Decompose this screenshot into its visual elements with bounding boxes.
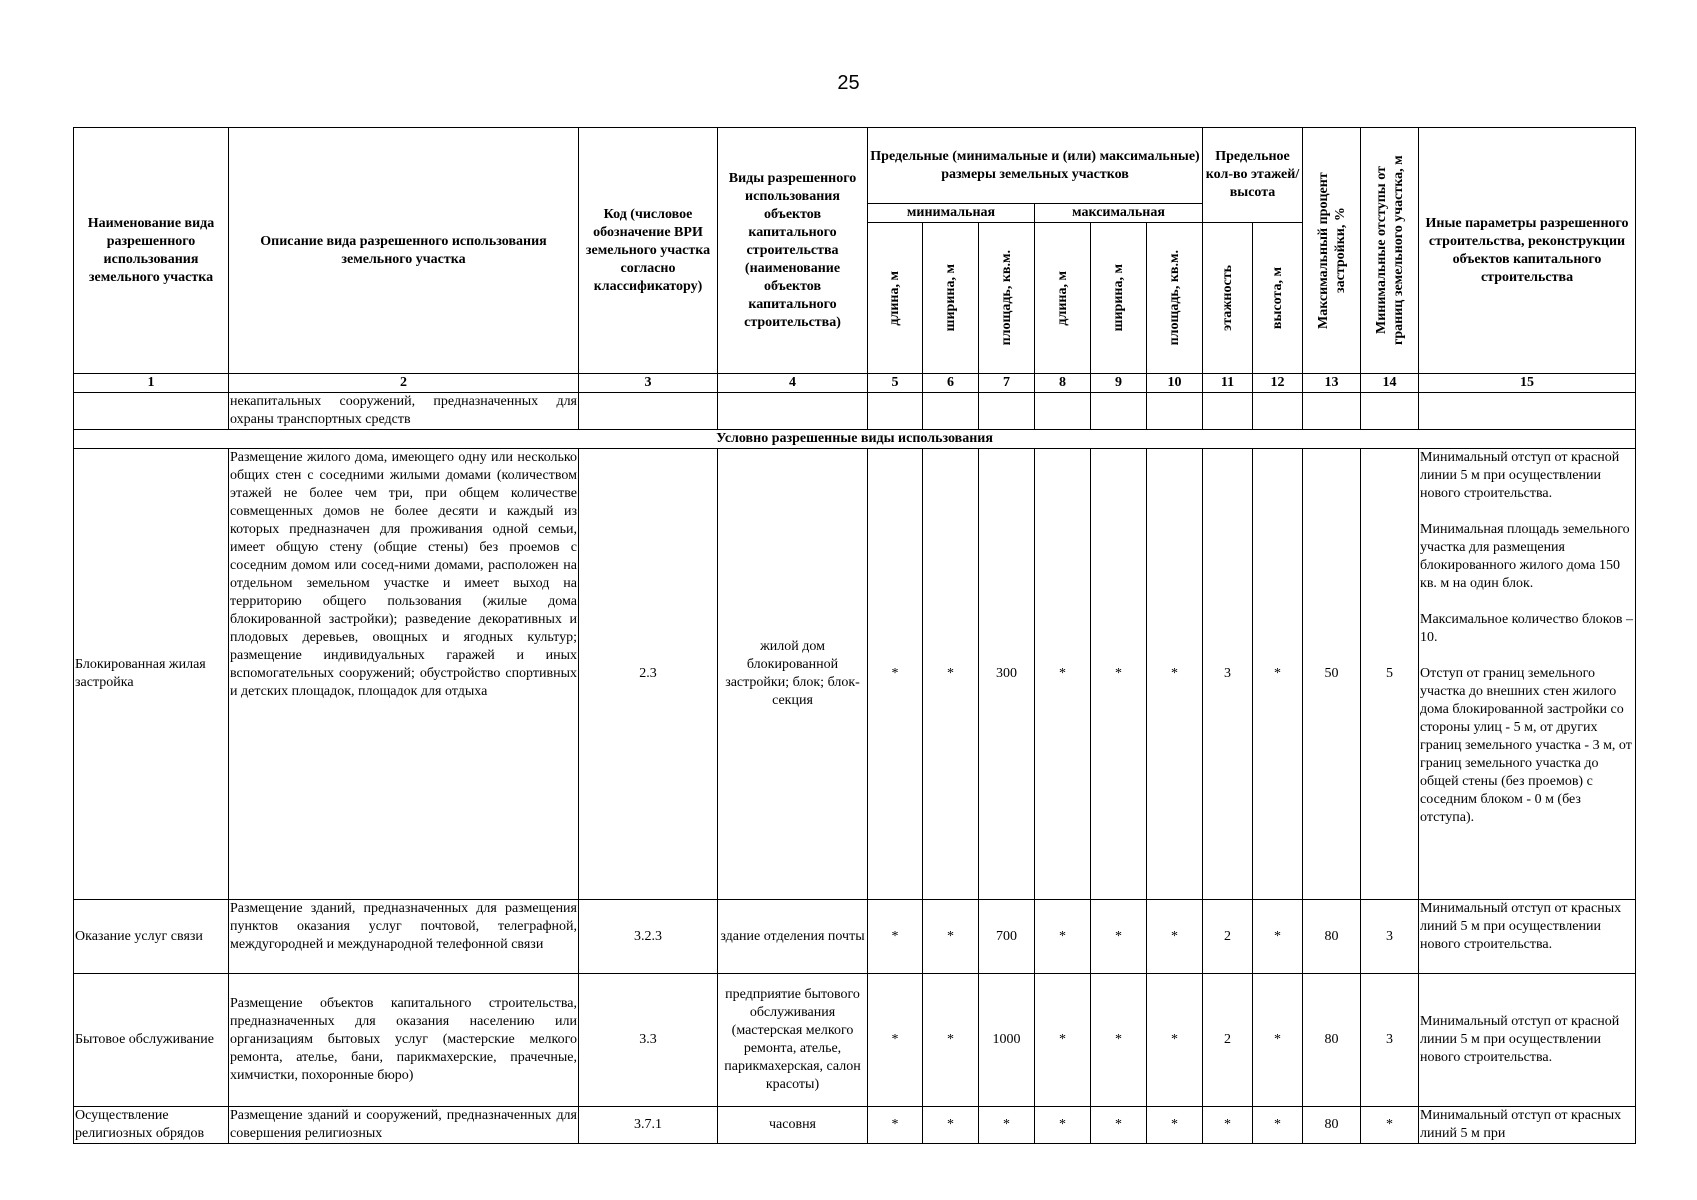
header-sizes-group: Предельные (минимальные и (или) максимальные) размеры земельных участков [868, 128, 1203, 204]
cell-objects: жилой дом блокированной застройки; блок; блок-секция [718, 449, 868, 900]
table-row [74, 1107, 1636, 1144]
header-name: Наименование вида разрешенного использования земельного участка [74, 128, 229, 374]
section-title: Условно разрешенные виды использования [74, 430, 1636, 449]
cell-max-percent: 50 [1303, 449, 1361, 900]
zoning-table [73, 127, 1636, 1144]
column-number: 9 [1091, 374, 1147, 393]
column-number: 8 [1035, 374, 1091, 393]
cell-description: Размещение объектов капитального строительства, предназначенных для оказания населению или организациям бытовых услуг (мастерские мелкого ремонта, ателье, бани, парикмахерские, прачечные, химчистки, похоронные бюро) [229, 974, 579, 1107]
cell-description: некапитальных сооружений, предназначенных для охраны транспортных средств [229, 393, 579, 430]
header-min-width: ширина, м [923, 223, 979, 374]
table-row [74, 974, 1636, 1107]
cell-min-length: * [868, 974, 923, 1107]
cell-max-width: * [1091, 900, 1147, 974]
header-description: Описание вида разрешенного использования земельного участка [229, 128, 579, 374]
header-other: Иные параметры разрешенного строительства, реконструкции объектов капитального строительства [1419, 128, 1636, 374]
table-row [74, 449, 1636, 900]
cell-max-width: * [1091, 974, 1147, 1107]
cell-height: * [1253, 449, 1303, 900]
cell-code: 2.3 [579, 449, 718, 900]
cell-max-area: * [1147, 900, 1203, 974]
header-height: высота, м [1253, 223, 1303, 374]
cell-min-length: * [868, 900, 923, 974]
cell-min-setback: * [1361, 1107, 1419, 1144]
column-number: 4 [718, 374, 868, 393]
cell-floors: 3 [1203, 449, 1253, 900]
cell-min-width: * [923, 974, 979, 1107]
cell-min-width: * [923, 1107, 979, 1144]
cell-code: 3.3 [579, 974, 718, 1107]
header-min-setback: Минимальные отступы от границ земельного участка, м [1361, 128, 1419, 374]
cell-min-area: 300 [979, 449, 1035, 900]
page-number: 25 [837, 72, 860, 94]
header-max-length: длина, м [1035, 223, 1091, 374]
cell-max-length: * [1035, 449, 1091, 900]
cell-min-width: * [923, 900, 979, 974]
cell-max-width: * [1091, 1107, 1147, 1144]
column-number: 3 [579, 374, 718, 393]
cell-min-width: * [923, 449, 979, 900]
table-row [74, 900, 1636, 974]
cell-description: Размещение зданий, предназначенных для размещения пунктов оказания услуг почтовой, телеграфной, междугородней и международной телефонной связи [229, 900, 579, 974]
column-number: 15 [1419, 374, 1636, 393]
cell-code: 3.7.1 [579, 1107, 718, 1144]
column-number: 1 [74, 374, 229, 393]
header-objects: Виды разрешенного использования объектов капитального строительства (наименование объектов капитального строительства) [718, 128, 868, 374]
cell-objects: здание отделения почты [718, 900, 868, 974]
cell-description: Размещение зданий и сооружений, предназначенных для совершения религиозных [229, 1107, 579, 1144]
cell-min-setback: 3 [1361, 900, 1419, 974]
cell-objects: часовня [718, 1107, 868, 1144]
header-max-percent: Максимальный процент застройки, % [1303, 128, 1361, 374]
header-code: Код (числовое обозначение ВРИ земельного участка согласно классификатору) [579, 128, 718, 374]
other-paragraph: Отступ от границ земельного участка до внешних стен жилого дома блокированной застройки со стороны улиц - 5 м, от других границ земельного участка - 3 м, от границ земельного участка до общей стены (без проемов) с соседним блоком - 0 м (без отступа). [1420, 666, 1632, 825]
cell-other [1419, 449, 1636, 900]
cell-height: * [1253, 974, 1303, 1107]
cell-max-length: * [1035, 974, 1091, 1107]
column-number: 5 [868, 374, 923, 393]
column-number: 13 [1303, 374, 1361, 393]
cell-min-setback: 3 [1361, 974, 1419, 1107]
cell-max-percent: 80 [1303, 900, 1361, 974]
cell-other: Минимальный отступ от красной линии 5 м при осуществлении нового строительства. [1419, 974, 1636, 1107]
cell-name: Бытовое обслуживание [74, 974, 229, 1107]
header-min-length: длина, м [868, 223, 923, 374]
header-row-1 [74, 128, 1636, 204]
continuation-row [74, 393, 1636, 430]
column-number: 12 [1253, 374, 1303, 393]
cell-name: Блокированная жилая застройка [74, 449, 229, 900]
cell-floors: 2 [1203, 900, 1253, 974]
header-min-area: площадь, кв.м. [979, 223, 1035, 374]
cell-objects: предприятие бытового обслуживания (мастерская мелкого ремонта, ателье, парикмахерская, салон красоты) [718, 974, 868, 1107]
header-max-area: площадь, кв.м. [1147, 223, 1203, 374]
cell-floors: * [1203, 1107, 1253, 1144]
cell-height: * [1253, 900, 1303, 974]
other-paragraph: Минимальная площадь земельного участка для размещения блокированного жилого дома 150 кв. м на один блок. [1420, 522, 1630, 591]
header-max-width: ширина, м [1091, 223, 1147, 374]
column-number: 2 [229, 374, 579, 393]
header-floors: этажность [1203, 223, 1253, 374]
cell-code: 3.2.3 [579, 900, 718, 974]
cell-max-length: * [1035, 1107, 1091, 1144]
cell-other: Минимальный отступ от красных линий 5 м при [1419, 1107, 1636, 1144]
cell-name: Оказание услуг связи [74, 900, 229, 974]
column-number: 14 [1361, 374, 1419, 393]
cell-max-percent: 80 [1303, 1107, 1361, 1144]
cell-min-area: 700 [979, 900, 1035, 974]
cell-min-setback: 5 [1361, 449, 1419, 900]
cell-max-area: * [1147, 974, 1203, 1107]
header-floors-group: Предельное кол-во этажей/ высота [1203, 128, 1303, 223]
column-number: 7 [979, 374, 1035, 393]
other-paragraph: Минимальный отступ от красной линии 5 м при осуществлении нового строительства. [1420, 450, 1620, 501]
cell-max-area: * [1147, 449, 1203, 900]
cell-min-length: * [868, 449, 923, 900]
section-row [74, 430, 1636, 449]
cell-min-length: * [868, 1107, 923, 1144]
cell-max-percent: 80 [1303, 974, 1361, 1107]
column-number-row [74, 374, 1636, 393]
cell-min-area: 1000 [979, 974, 1035, 1107]
cell-other: Минимальный отступ от красных линий 5 м при осуществлении нового строительства. [1419, 900, 1636, 974]
cell-max-length: * [1035, 900, 1091, 974]
other-paragraph: Максимальное количество блоков – 10. [1420, 612, 1633, 645]
cell-max-width: * [1091, 449, 1147, 900]
column-number: 11 [1203, 374, 1253, 393]
cell-max-area: * [1147, 1107, 1203, 1144]
header-min: минимальная [868, 204, 1035, 223]
cell-description: Размещение жилого дома, имеющего одну или несколько общих стен с соседними жилыми домами (количеством этажей не более чем три, при общем количестве совмещенных домов не более десяти и каждый из которых предназначен для проживания одной семьи, имеет общую стену (общие стены) без проемов с соседним домом или сосед-ними домами, расположен на отдельном земельном участке и имеет выход на территорию общего пользования (жилые дома блокированной застройки); разведение декоративных и плодовых деревьев, овощных и ягодных культур; размещение индивидуальных гаражей и иных вспомогательных сооружений; обустройство спортивных и детских площадок, площадок для отдыха [229, 449, 579, 900]
column-number: 10 [1147, 374, 1203, 393]
cell-floors: 2 [1203, 974, 1253, 1107]
cell-min-area: * [979, 1107, 1035, 1144]
header-max: максимальная [1035, 204, 1203, 223]
cell-name: Осуществление религиозных обрядов [74, 1107, 229, 1144]
column-number: 6 [923, 374, 979, 393]
cell-height: * [1253, 1107, 1303, 1144]
cell-name [74, 393, 229, 430]
